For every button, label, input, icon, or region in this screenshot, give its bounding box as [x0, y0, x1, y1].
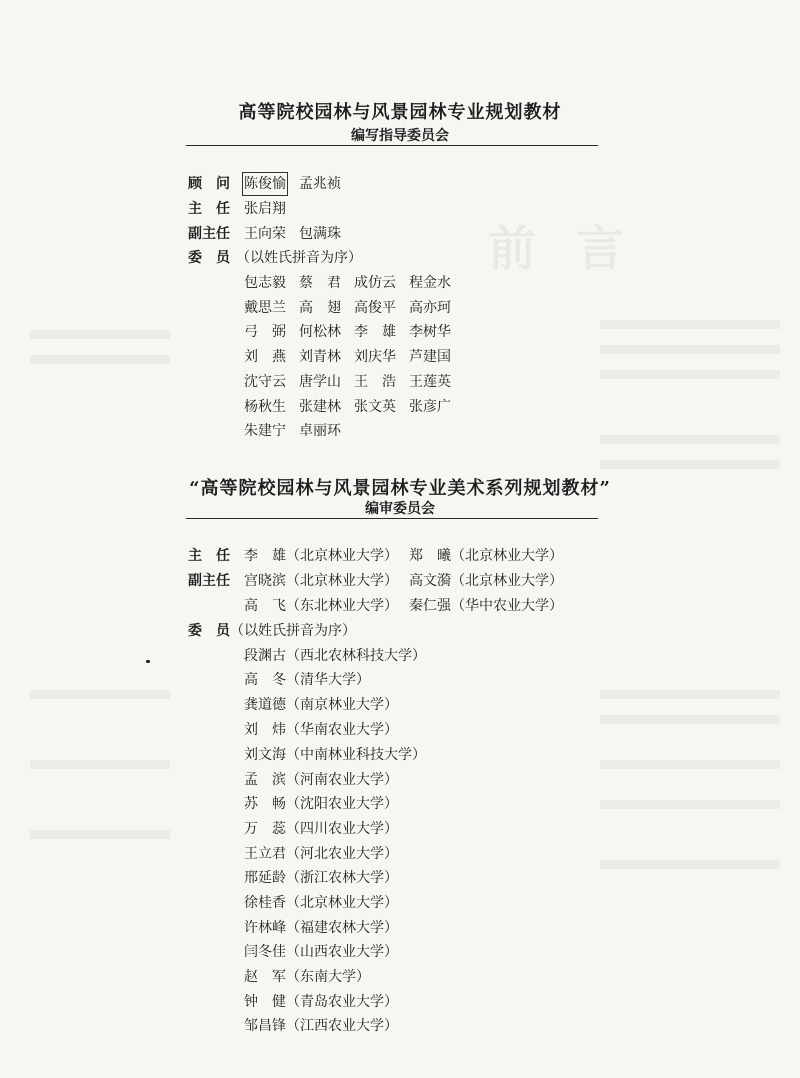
member-name: 何松林: [299, 324, 341, 340]
member-name: 张建林: [299, 399, 341, 415]
member-name: 高亦珂: [409, 300, 451, 316]
ghost-line: [600, 320, 780, 329]
section2-title: “高等院校园林与风景园林专业美术系列规划教材”: [189, 478, 611, 499]
member-name: 戴思兰: [244, 300, 286, 316]
vice-director-name: 包满珠: [299, 226, 341, 242]
section1-subtitle: 编写指导委员会: [351, 128, 449, 144]
ghost-line: [30, 760, 170, 769]
member-name: 弓 弼: [244, 324, 286, 340]
section1-title: 高等院校园林与风景园林专业规划教材: [238, 102, 562, 123]
vice-director-name: 王向荣: [244, 226, 286, 242]
role-label-vice-director: 副主任: [188, 226, 230, 242]
advisor-name: 孟兆祯: [299, 176, 341, 192]
members-label-2: 委 员: [188, 623, 230, 639]
member-name: 高 翅: [299, 300, 341, 316]
ghost-line: [600, 860, 780, 869]
member-name: 刘庆华: [354, 349, 396, 365]
committee-member: 邢延龄（浙江农林大学）: [244, 870, 398, 886]
member-name: 李 雄: [354, 324, 396, 340]
member-name: 蔡 君: [299, 275, 341, 291]
ghost-line: [600, 800, 780, 809]
ghost-heading: 前言: [488, 221, 665, 277]
members-note-2: （以姓氏拼音为序）: [230, 623, 356, 639]
member-name: 高俊平: [354, 300, 396, 316]
members-note: （以姓氏拼音为序）: [236, 250, 362, 266]
committee-member: 万 蕊（四川农业大学）: [244, 821, 398, 837]
committee-member: 龚道德（南京林业大学）: [244, 697, 398, 713]
ghost-line: [600, 345, 780, 354]
role-label-members: 委 员: [188, 250, 230, 266]
ghost-line: [600, 435, 780, 444]
ghost-line: [600, 370, 780, 379]
ghost-line: [600, 460, 780, 469]
member-name: 王莲英: [409, 374, 451, 390]
ghost-line: [600, 690, 780, 699]
member-name: 张彦广: [409, 399, 451, 415]
section2-rule: [186, 518, 598, 519]
vice-chair-label: 副主任: [188, 573, 230, 589]
committee-member: 孟 滨（河南农业大学）: [244, 772, 398, 788]
committee-member: 刘文海（中南林业科技大学）: [244, 747, 426, 763]
ghost-line: [30, 355, 170, 364]
member-name: 芦建国: [409, 349, 451, 365]
ghost-line: [30, 830, 170, 839]
scan-speck: [146, 660, 150, 663]
vice-chair-name: 宫晓滨（北京林业大学）: [244, 573, 398, 589]
vice-chair-name: 高文漪（北京林业大学）: [409, 573, 563, 589]
committee-member: 邹昌锋（江西农业大学）: [244, 1018, 398, 1034]
committee-member: 许林峰（福建农林大学）: [244, 920, 398, 936]
committee-member: 刘 炜（华南农业大学）: [244, 722, 398, 738]
committee-member: 高 冬（清华大学）: [244, 672, 370, 688]
member-name: 包志毅: [244, 275, 286, 291]
section2-subtitle: 编审委员会: [365, 501, 435, 517]
ghost-line: [600, 715, 780, 724]
member-name: 刘青林: [299, 349, 341, 365]
member-name: 卓丽环: [299, 423, 341, 439]
member-name: 张文英: [354, 399, 396, 415]
member-name: 程金水: [409, 275, 451, 291]
chair-name: 郑 曦（北京林业大学）: [409, 548, 563, 564]
role-label-advisor: 顾 问: [188, 176, 230, 192]
member-name: 沈守云: [244, 374, 286, 390]
committee-member: 苏 畅（沈阳农业大学）: [244, 796, 398, 812]
advisor-name: 陈俊愉: [244, 176, 286, 192]
member-name: 成仿云: [354, 275, 396, 291]
committee-member: 赵 军（东南大学）: [244, 969, 370, 985]
vice-chair-name: 秦仁强（华中农业大学）: [409, 598, 563, 614]
role-label-director: 主 任: [188, 201, 230, 217]
committee-member: 徐桂香（北京林业大学）: [244, 895, 398, 911]
member-name: 王 浩: [354, 374, 396, 390]
committee-member: 闫冬佳（山西农业大学）: [244, 944, 398, 960]
member-name: 杨秋生: [244, 399, 286, 415]
member-name: 唐学山: [299, 374, 341, 390]
member-name: 朱建宁: [244, 423, 286, 439]
committee-member: 王立君（河北农业大学）: [244, 846, 398, 862]
vice-chair-name: 高 飞（东北林业大学）: [244, 598, 398, 614]
committee-member: 段渊古（西北农林科技大学）: [244, 648, 426, 664]
ghost-line: [30, 690, 170, 699]
member-name: 李树华: [409, 324, 451, 340]
director-name: 张启翔: [244, 201, 286, 217]
member-name: 刘 燕: [244, 349, 286, 365]
chair-label: 主 任: [188, 548, 230, 564]
ghost-line: [30, 330, 170, 339]
committee-member: 钟 健（青岛农业大学）: [244, 994, 398, 1010]
ghost-line: [600, 760, 780, 769]
section1-rule: [186, 145, 598, 146]
chair-name: 李 雄（北京林业大学）: [244, 548, 398, 564]
